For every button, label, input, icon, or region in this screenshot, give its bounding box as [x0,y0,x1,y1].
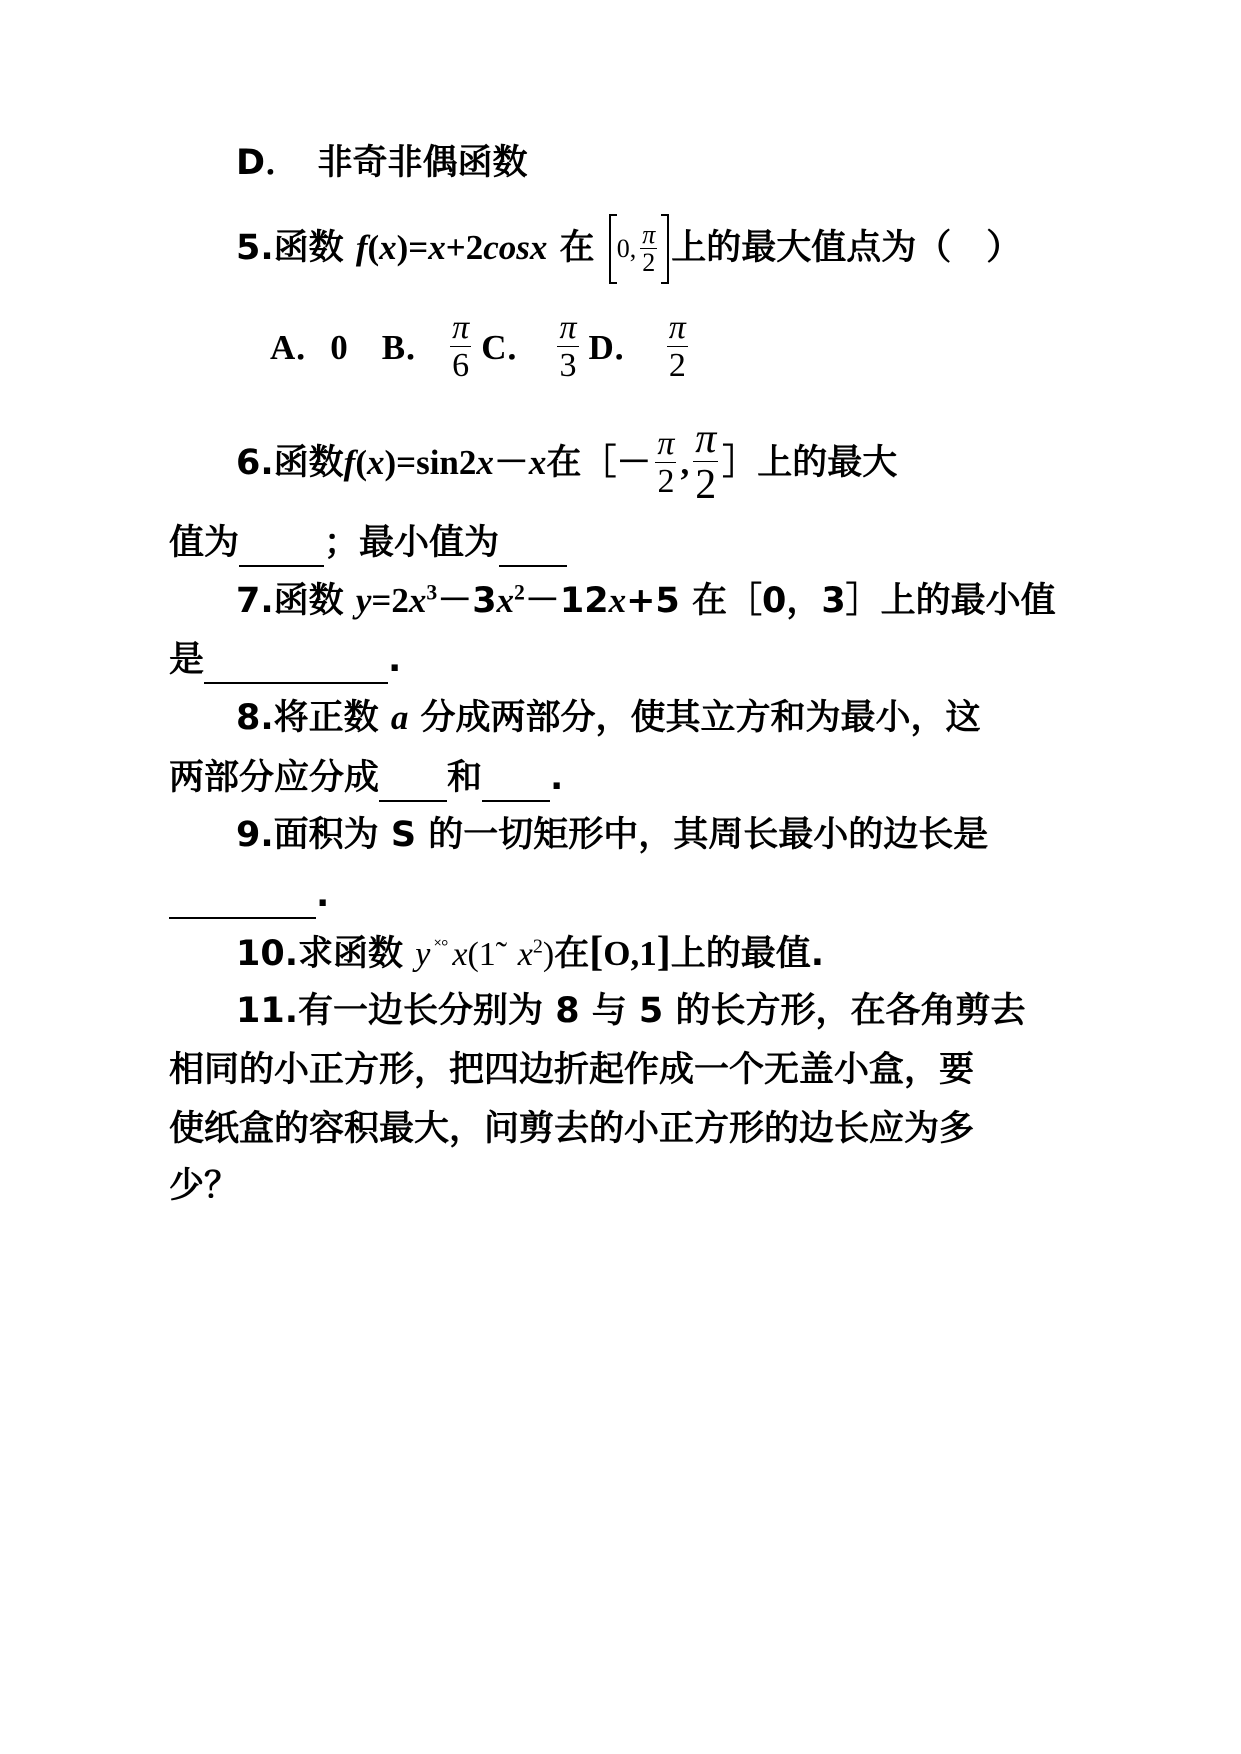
q5-func-f: f [355,228,368,267]
q6-frac-left [655,426,676,500]
q7-period: . [388,640,402,680]
q7-line2 [169,638,401,684]
q5-option-c: C． [481,327,542,367]
q8-line2-label: 两部分应分成 [169,758,380,798]
q4-option-d-text: D． 非奇非偶函数 [236,143,528,183]
q6-max-blank[interactable] [239,521,324,567]
q7-eq: =2 [371,581,409,620]
q5-func-rest: +2 [445,228,484,267]
q5-option-d-frac [667,310,688,384]
q6-rp: )=sin2 [384,443,477,482]
q10-garble2: (1̃ [467,936,496,973]
q6-frac-right-pi: π [695,416,717,463]
q10-x: x [452,936,468,973]
q5-option-b-den: 6 [452,347,470,385]
q10-suffix: 上的最值. [670,934,825,974]
q6-max-label: 值为 [169,523,240,563]
q6-question [236,418,897,508]
q5-func-x2: x [428,228,446,267]
q5-option-b-pi: π [452,309,470,347]
q11-line1 [236,989,1025,1033]
q5-prefix: 5.函数 [236,228,356,268]
q11-line4 [169,1164,239,1208]
q5-option-c-pi: π [559,309,577,347]
q7-x3: x [608,581,627,620]
q8-period: . [550,758,564,798]
q5-suffix: 上的最大值点为（ ） [671,228,1022,268]
q5-func-rp: )= [396,228,429,267]
q7-prefix: 7.函数 [236,581,356,621]
q5-option-c-frac [557,310,578,384]
q6-frac-right [693,417,718,508]
q5-zai: 在 [547,228,595,268]
q6-zai: 在［－ [546,443,652,483]
q6-frac-left-two: 2 [657,462,675,500]
q10-x2: x [517,936,533,973]
q5-options [270,300,698,395]
q8-question [236,696,981,740]
q6-lp: ( [355,443,367,482]
q10-rb: ] [656,929,671,975]
q10-prefix: 10.求函数 [236,934,404,974]
q6-prefix: 6.函数 [236,443,344,483]
q10-interval: O,1 [603,934,657,973]
q7-minus2: －12 [524,581,609,621]
q8-blank-1[interactable] [379,756,447,802]
q10-lb: [ [589,929,604,975]
q7-tail: +5 在［0，3］上的最小值 [626,581,1056,621]
q11-line2-text: 相同的小正方形，把四边折起作成一个无盖小盒，要 [169,1050,975,1090]
q9-line2 [169,873,329,919]
q4-option-d [236,141,528,185]
q10-mid: 在 [554,934,590,974]
q6-frac-left-pi: π [657,424,675,462]
q5-option-a: A．0 [270,327,348,367]
q9-question [236,813,988,857]
q5-option-d: D． [588,327,649,367]
q6-frac-right-two: 2 [695,462,717,509]
q8-blank-2[interactable] [482,756,550,802]
q6-x2: x [476,443,494,482]
q11-line3-text: 使纸盒的容积最大，问剪去的小正方形的边长应为多 [169,1109,975,1149]
q5-option-d-pi: π [668,309,686,347]
q11-line4-text: 少？ [169,1166,240,1206]
q11-line2 [169,1048,974,1092]
q7-answer-blank[interactable] [204,638,388,684]
q6-x3: x [528,443,547,482]
q8-and: 和 [447,758,483,798]
q5-interval-pi: π [642,219,656,249]
q7-question [236,579,1056,623]
q5-option-d-den: 2 [668,347,686,385]
q11-line3 [169,1107,974,1151]
q6-f: f [343,443,356,482]
q5-func-lp: ( [367,228,380,267]
q6-line2 [169,521,567,567]
q10-y: y [415,936,431,973]
q6-min-label: ；最小值为 [324,523,500,563]
q7-exp3: 3 [426,580,438,605]
q8-line2 [169,756,563,802]
q9-answer-blank[interactable] [169,873,316,919]
q8-rest: 分成两部分，使其立方和为最小，这 [408,698,981,738]
q10-garble1: ˟° [434,936,449,957]
q7-exp2: 2 [514,580,525,605]
q11-line1-text: 11.有一边长分别为 8 与 5 的长方形，在各角剪去 [236,991,1026,1031]
q5-interval-two: 2 [642,247,656,277]
q5-option-b-frac [450,310,471,384]
q5-func-cos: cosx [483,228,548,267]
q7-x1: x [408,581,427,620]
q8-a: a [390,698,409,737]
q6-right-bracket: ］上的最大 [722,443,898,483]
q5-interval [609,214,670,284]
q6-min-blank[interactable] [499,521,567,567]
q8-prefix: 8.将正数 [236,698,391,738]
q10-exp: 2 [532,935,543,958]
q7-y: y [355,581,372,620]
q7-x2: x [496,581,515,620]
q9-text: 9.面积为 S 的一切矩形中，其周长最小的边长是 [236,815,989,855]
q6-minus: － [493,443,529,483]
q10-rp: ) [542,936,555,973]
q7-line2-label: 是 [169,640,205,680]
q5-interval-frac [640,221,657,278]
q5-func-x: x [379,228,397,267]
q10-question [236,930,824,977]
q5-option-b: B． [381,327,441,367]
q6-comma: , [680,443,690,482]
q6-x: x [366,443,385,482]
q5-interval-zero: 0, [616,234,637,263]
q5-question [236,214,1021,284]
q9-period: . [316,875,330,915]
q5-option-c-den: 3 [559,347,577,385]
q7-minus1: －3 [437,581,497,621]
